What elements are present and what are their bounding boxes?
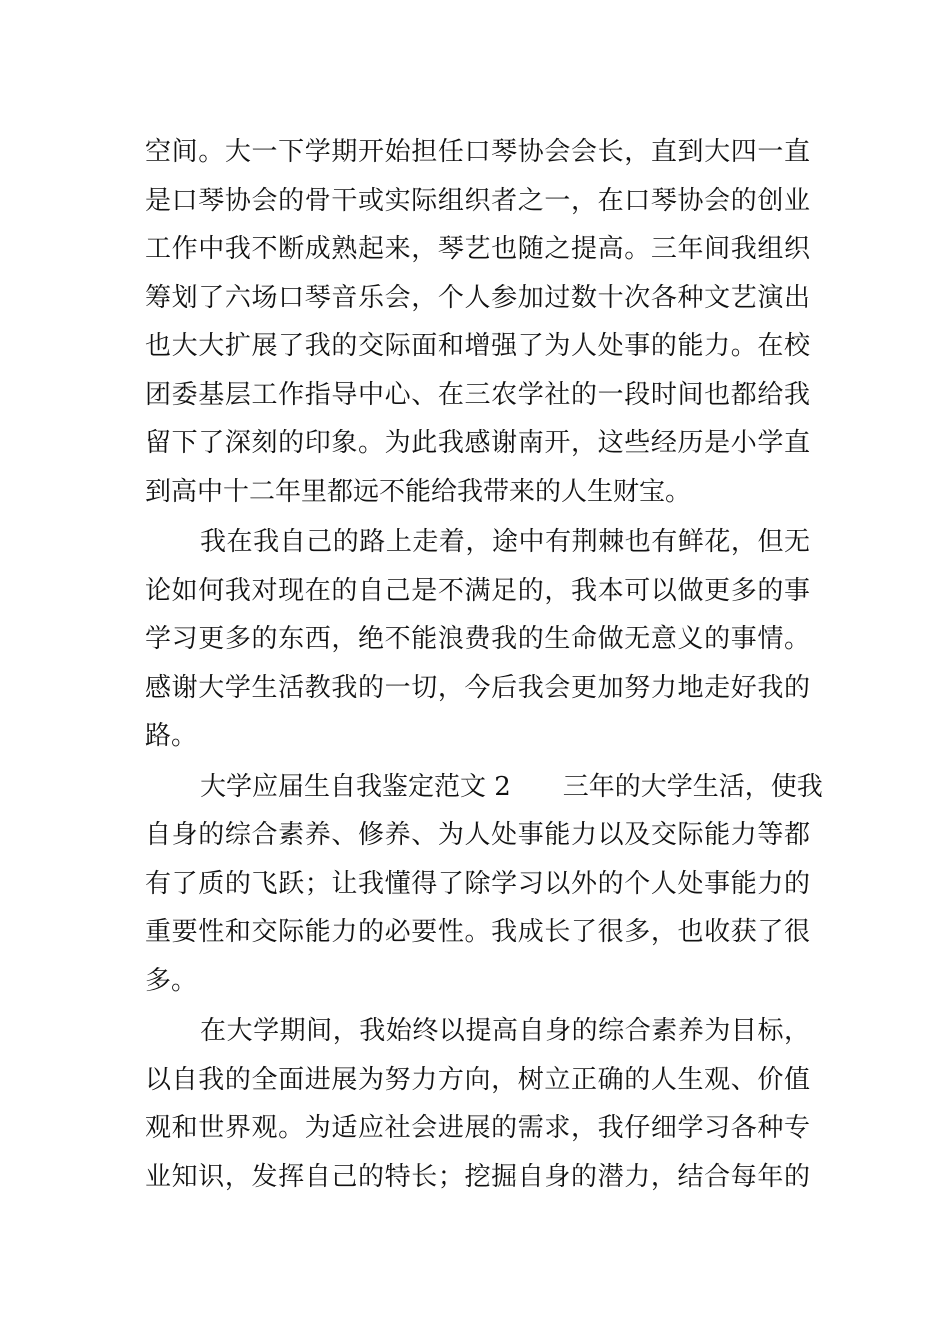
paragraph [145,128,810,516]
paragraph [145,763,823,1006]
section-heading-line: 大学应届生自我鉴定范文 2 三年的大学生活，使我 [200,771,823,802]
text-line: 团委基层工作指导中心、在三农学社的一段时间也都给我 [145,379,810,410]
text-line: 有了质的飞跃；让我懂得了除学习以外的个人处事能力的 [145,868,810,899]
text-line: 工作中我不断成熟起来，琴艺也随之提高。三年间我组织 [145,234,810,264]
text-line: 学习更多的东西，绝不能浪费我的生命做无意义的事情。 [145,624,810,654]
text-line: 以自我的全面进展为努力方向，树立正确的人生观、价值 [145,1064,810,1095]
text-line: 在大学期间，我始终以提高自身的综合素养为目标， [200,1016,810,1046]
text-line: 是口琴协会的骨干或实际组织者之一，在口琴协会的创业 [145,185,810,216]
text-line: 论如何我对现在的自己是不满足的，我本可以做更多的事 [145,575,810,606]
paragraph [145,518,810,761]
text-line: 路。 [145,721,198,751]
text-line: 观和世界观。为适应社会进展的需求，我仔细学习各种专 [145,1113,810,1143]
text-line: 我在我自己的路上走着，途中有荆棘也有鲜花，但无 [200,527,810,557]
text-line: 到高中十二年里都远不能给我带来的人生财宝。 [145,476,692,507]
text-line: 重要性和交际能力的必要性。我成长了很多，也收获了很 [145,917,810,947]
paragraph [145,1007,810,1201]
text-line: 留下了深刻的印象。为此我感谢南开，这些经历是小学直 [145,428,810,458]
document-body [145,128,823,1201]
text-line: 多。 [145,965,198,996]
text-line: 自身的综合素养、修养、为人处事能力以及交际能力等都 [145,820,810,850]
text-line: 也大大扩展了我的交际面和增强了为人处事的能力。在校 [145,331,810,361]
text-line: 感谢大学生活教我的一切，今后我会更加努力地走好我的 [145,672,810,703]
text-line: 业知识，发挥自己的特长；挖掘自身的潜力，结合每年的 [145,1161,810,1192]
text-line: 空间。大一下学期开始担任口琴协会会长，直到大四一直 [145,137,810,167]
text-line: 筹划了六场口琴音乐会，个人参加过数十次各种文艺演出 [145,282,810,313]
